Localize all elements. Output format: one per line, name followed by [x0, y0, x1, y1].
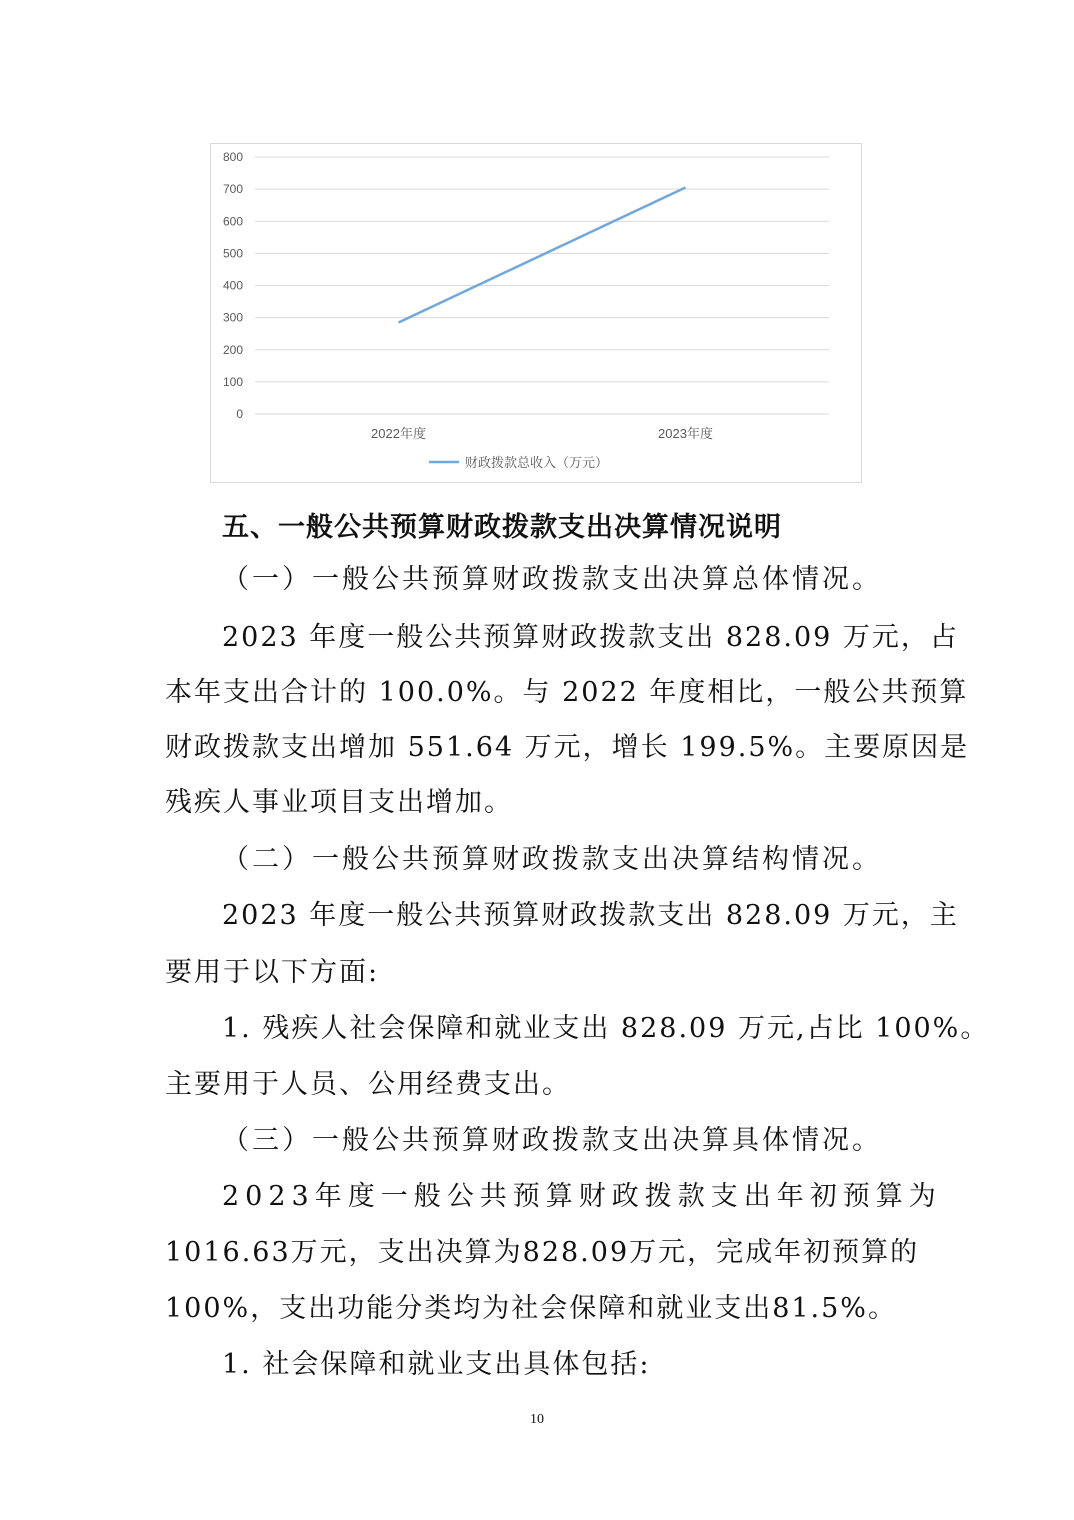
- y-tick-label: 400: [222, 278, 243, 293]
- y-tick-label: 200: [222, 342, 243, 357]
- paragraph-line: 财政拨款支出增加 551.64 万元，增长 199.5%。主要原因是: [165, 732, 970, 763]
- y-tick-label: 300: [222, 310, 243, 325]
- x-tick-label: 2023年度: [658, 426, 713, 441]
- subheading-overall: （一）一般公共预算财政拨款支出决算总体情况。: [222, 564, 882, 595]
- paragraph-line: 1016.63万元，支出决算为828.09万元，完成年初预算的: [165, 1237, 920, 1268]
- subheading-detail: （三）一般公共预算财政拨款支出决算具体情况。: [222, 1125, 882, 1156]
- paragraph-line: 残疾人事业项目支出增加。: [165, 787, 513, 818]
- x-tick-label: 2022年度: [371, 426, 426, 441]
- paragraph-line: 100%，支出功能分类均为社会保障和就业支出81.5%。: [165, 1293, 897, 1324]
- subheading-structure: （二）一般公共预算财政拨款支出决算结构情况。: [222, 844, 882, 875]
- y-tick-label: 700: [222, 182, 243, 197]
- section-heading: 五、一般公共预算财政拨款支出决算情况说明: [222, 512, 782, 543]
- paragraph-line: 主要用于人员、公用经费支出。: [165, 1069, 571, 1100]
- legend-label: 财政拨款总收入（万元）: [465, 455, 609, 470]
- paragraph-line: 2023 年度一般公共预算财政拨款支出 828.09 万元，主: [222, 900, 959, 931]
- y-tick-label: 500: [222, 246, 243, 261]
- paragraph-line: 本年支出合计的 100.0%。与 2022 年度相比，一般公共预算: [165, 677, 969, 708]
- chart-canvas: [211, 144, 863, 484]
- series-line: [399, 188, 686, 323]
- y-tick-label: 0: [236, 407, 243, 421]
- y-tick-label: 800: [222, 150, 243, 164]
- paragraph-line: 2023 年度一般公共预算财政拨款支出 828.09 万元，占: [222, 622, 959, 653]
- paragraph-line: 1. 社会保障和就业支出具体包括:: [222, 1349, 651, 1380]
- paragraph-line: 1. 残疾人社会保障和就业支出 828.09 万元,占比 100%。: [222, 1013, 990, 1044]
- paragraph-line: 要用于以下方面:: [165, 957, 380, 988]
- y-tick-label: 100: [222, 374, 243, 389]
- page-number: 10: [530, 1412, 544, 1427]
- paragraph-line: 2023年度一般公共预算财政拨款支出年初预算为: [222, 1181, 942, 1212]
- y-tick-label: 600: [222, 214, 243, 229]
- line-chart: [210, 143, 862, 483]
